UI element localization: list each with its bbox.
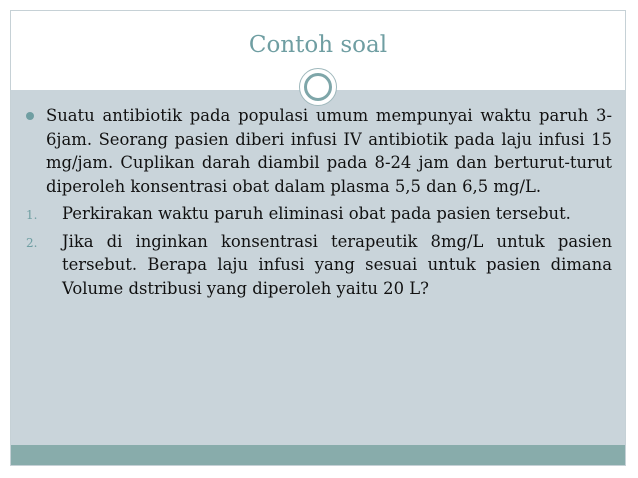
list-item-number: 1. [26,208,38,222]
circle-ornament-inner [304,73,332,101]
slide-content [22,104,612,300]
slide-title: Contoh soal [248,32,388,58]
list-item [22,230,612,301]
footer-bar [11,445,625,465]
circle-ornament-icon [299,68,337,106]
bullet-text: Suatu antibiotik pada populasi umum mempunyai waktu paruh 3-6jam. Seorang pasien diberi infusi IV antibiotik pada laju infusi 15 mg/jam. Cuplikan darah diambil pada 8-24 jam dan berturut-turut diperoleh konsentrasi obat dalam plasma 5,5 dan 6,5 mg/L. [46,106,612,196]
list-item-number: 2. [26,235,38,250]
list-item [22,202,612,226]
list-item-text: Jika di inginkan konsentrasi terapeutik 8mg/L untuk pasien tersebut. Berapa laju infusi yang sesuai untuk pasien dimana Volume dstribusi yang diperoleh yaitu 20 L? [62,231,612,298]
list-item-text: Perkirakan waktu paruh eliminasi obat pada pasien tersebut. [62,204,571,223]
bullet-dot-icon [26,112,34,120]
bullet-paragraph [22,104,612,198]
